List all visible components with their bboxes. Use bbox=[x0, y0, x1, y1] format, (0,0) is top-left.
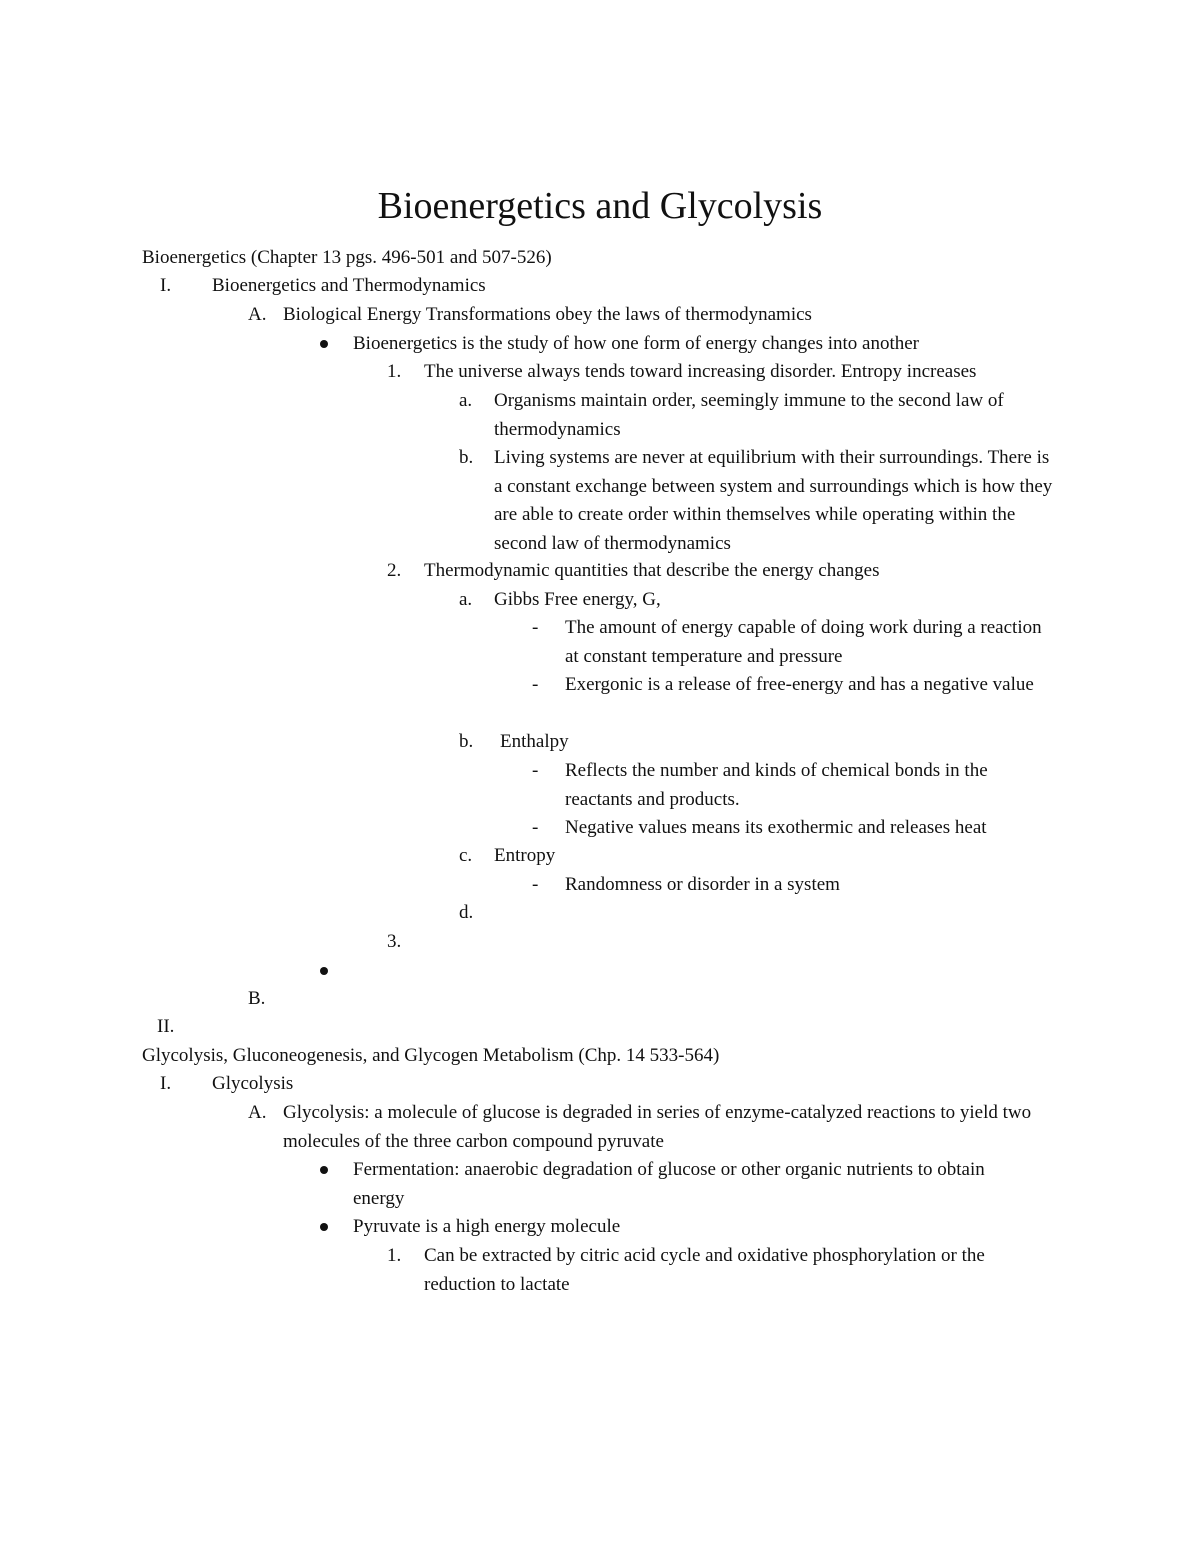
outline-marker-sub-letter: d. bbox=[459, 902, 474, 923]
outline-item-energy-transformations: Biological Energy Transformations obey the laws of thermodynamics bbox=[283, 304, 812, 325]
outline-item-pyruvate: Pyruvate is a high energy molecule bbox=[353, 1216, 621, 1237]
bullet-point bbox=[320, 340, 328, 348]
outline-item-exergonic: Exergonic is a release of free-energy and has a negative value bbox=[565, 674, 1034, 695]
outline-marker-letter: A. bbox=[248, 304, 267, 325]
outline-item-bioenergetics-thermodynamics: Bioenergetics and Thermodynamics bbox=[212, 275, 486, 296]
outline-marker-number: 3. bbox=[387, 931, 402, 952]
outline-marker-sub-letter: b. bbox=[459, 731, 474, 752]
outline-item-randomness: Randomness or disorder in a system bbox=[565, 874, 840, 895]
outline-marker-sub-letter: a. bbox=[459, 589, 473, 610]
outline-item-entropy: Entropy bbox=[494, 845, 556, 866]
outline-marker-number: 2. bbox=[387, 560, 402, 581]
outline-item-organisms-order: Organisms maintain order, seemingly immune to the second law of thermodynamics bbox=[494, 390, 1004, 440]
dash-marker: - bbox=[532, 760, 539, 781]
outline-marker-sub-letter: c. bbox=[459, 845, 473, 866]
outline-item-thermodynamic-quantities: Thermodynamic quantities that describe the energy changes bbox=[424, 560, 880, 581]
outline-marker-letter: A. bbox=[248, 1102, 267, 1123]
outline-item-enthalpy-bonds: Reflects the number and kinds of chemical bonds in the reactants and products. bbox=[565, 760, 988, 810]
outline-marker-number: 1. bbox=[387, 1245, 402, 1266]
page-title: Bioenergetics and Glycolysis bbox=[377, 185, 823, 227]
dash-marker: - bbox=[532, 817, 539, 838]
bullet-point bbox=[320, 967, 328, 975]
outline-item-glycolysis-definition: Glycolysis: a molecule of glucose is degraded in series of enzyme-catalyzed reactions to yield two molecules of the three carbon compound pyruvate bbox=[283, 1102, 1032, 1152]
outline-item-exothermic: Negative values means its exothermic and releases heat bbox=[565, 817, 987, 838]
dash-marker: - bbox=[532, 874, 539, 895]
outline-item-universe-disorder: The universe always tends toward increasing disorder. Entropy increases bbox=[424, 361, 977, 382]
bullet-point bbox=[320, 1166, 328, 1174]
outline-item-bioenergetics-definition: Bioenergetics is the study of how one form of energy changes into another bbox=[353, 333, 919, 354]
outline-marker-roman: I. bbox=[160, 275, 172, 296]
outline-marker-number: 1. bbox=[387, 361, 402, 382]
outline-item-enthalpy: Enthalpy bbox=[500, 731, 569, 752]
outline-marker-letter: B. bbox=[248, 988, 266, 1009]
outline-marker-roman: II. bbox=[157, 1016, 175, 1037]
outline-marker-roman: I. bbox=[160, 1073, 172, 1094]
dash-marker: - bbox=[532, 617, 539, 638]
outline-item-living-systems: Living systems are never at equilibrium with their surroundings. There is a constant exchange between system and surroundings which is how they are able to create order within themselves while operating within the second law of thermodynamics bbox=[494, 447, 1053, 554]
outline-marker-sub-letter: b. bbox=[459, 447, 474, 468]
outline-item-gibbs-definition: The amount of energy capable of doing work during a reaction at constant temperature and pressure bbox=[565, 617, 1042, 667]
section-heading-glycolysis: Glycolysis, Gluconeogenesis, and Glycogen Metabolism (Chp. 14 533-564) bbox=[142, 1045, 720, 1066]
outline-item-glycolysis: Glycolysis bbox=[212, 1073, 294, 1094]
section-heading-bioenergetics: Bioenergetics (Chapter 13 pgs. 496-501 and 507-526) bbox=[142, 247, 552, 268]
outline-item-fermentation: Fermentation: anaerobic degradation of glucose or other organic nutrients to obtain energy bbox=[353, 1159, 985, 1209]
outline-marker-sub-letter: a. bbox=[459, 390, 473, 411]
outline-item-gibbs-free-energy: Gibbs Free energy, G, bbox=[494, 589, 661, 610]
outline-item-citric-acid-cycle: Can be extracted by citric acid cycle and oxidative phosphorylation or the reduction to lactate bbox=[424, 1245, 985, 1295]
bullet-point bbox=[320, 1223, 328, 1231]
dash-marker: - bbox=[532, 674, 539, 695]
